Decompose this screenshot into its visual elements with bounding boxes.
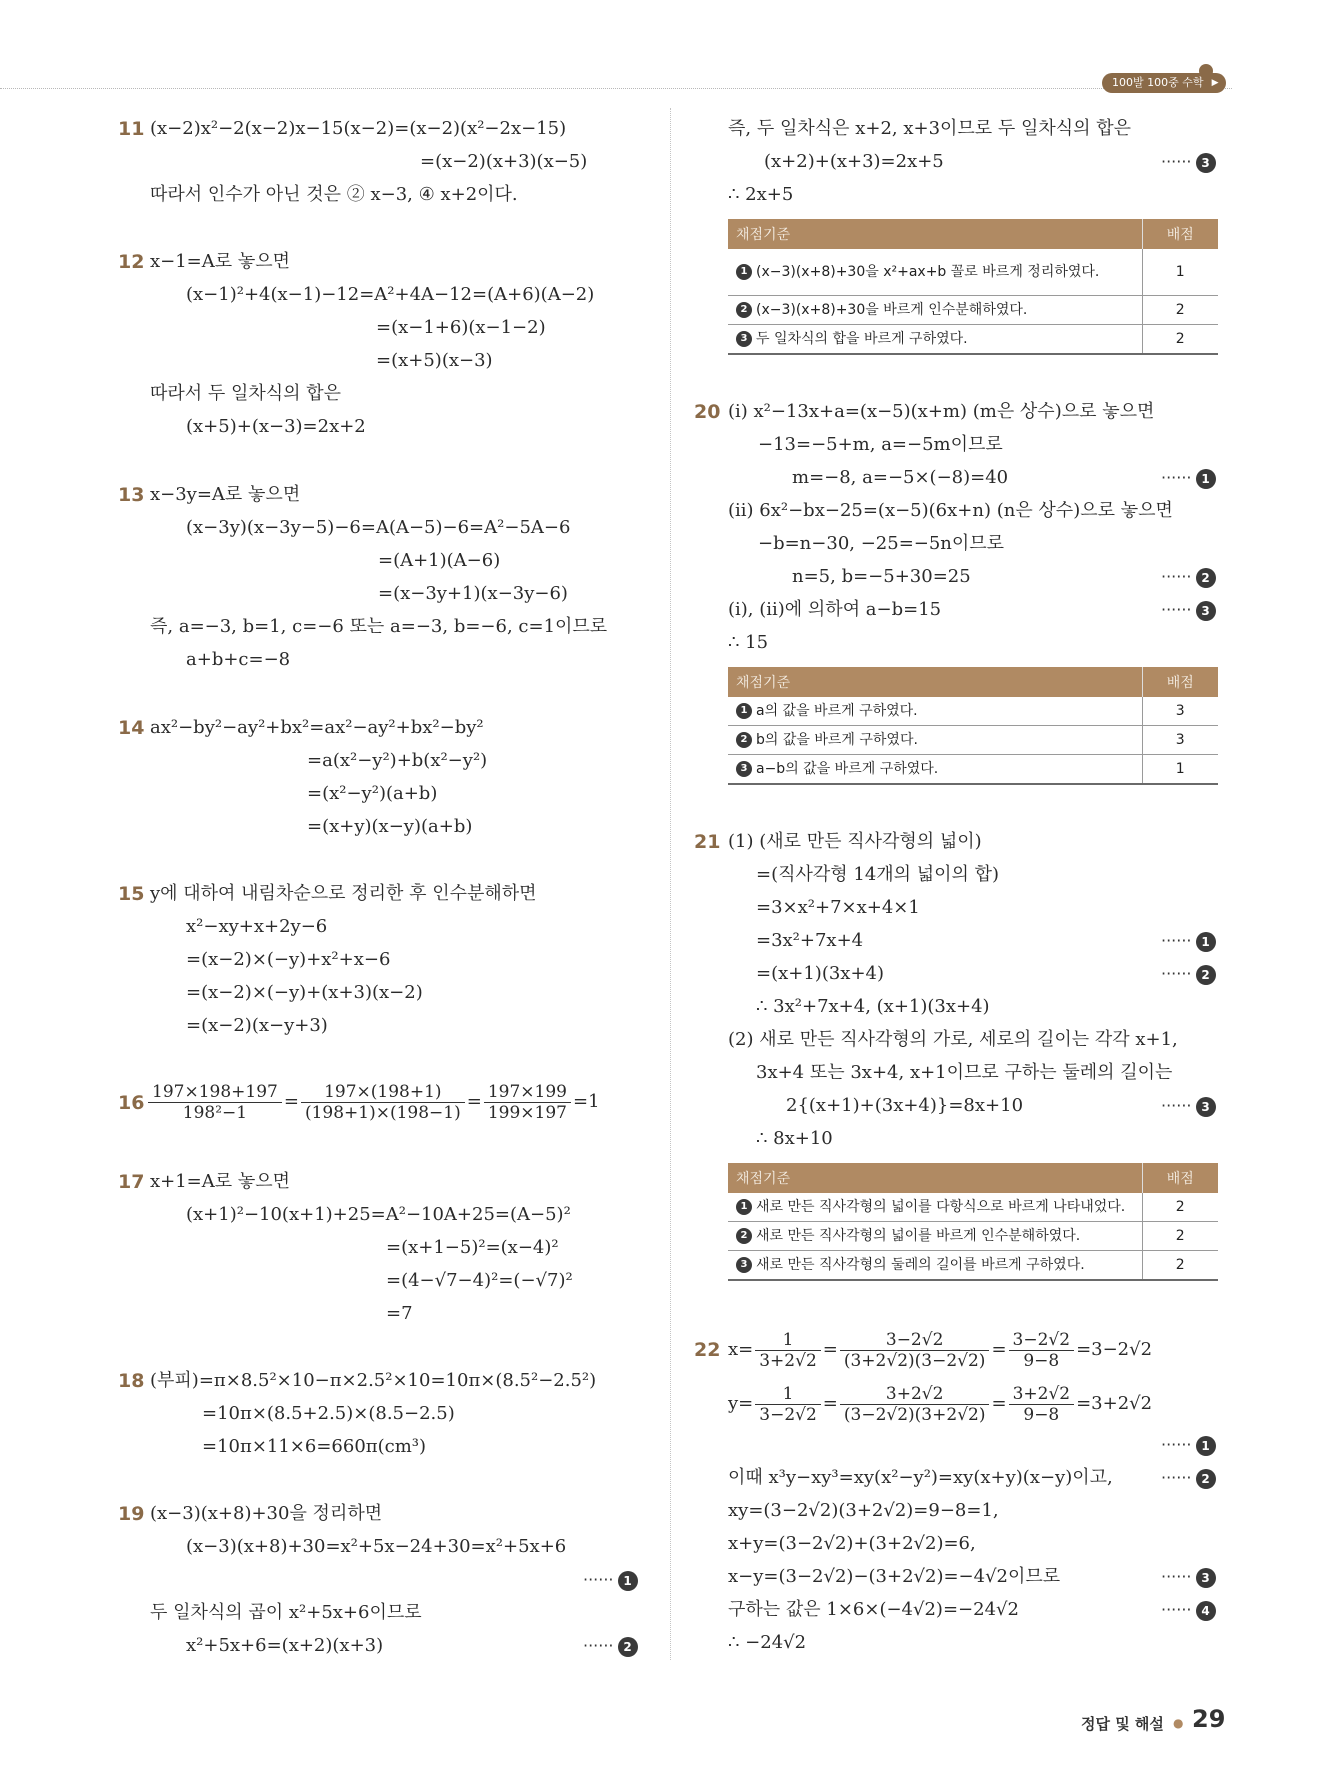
solution-line: =(x−2)×(−y)+(x+3)(x−2): [186, 982, 423, 1003]
grading-score-header: 배점: [1142, 219, 1218, 249]
solution-line: =(x−2)(x+3)(x−5): [420, 151, 588, 172]
fraction-denominator: 9−8: [1023, 1404, 1060, 1425]
step-number-icon: 2: [736, 732, 752, 748]
step-number-icon: 1: [736, 1199, 752, 1215]
solution-line: =(x−2)×(−y)+x²+x−6: [186, 949, 391, 970]
marker-leader: ······: [1161, 964, 1192, 983]
step-number-icon: 2: [736, 1228, 752, 1244]
solution-line: =7: [386, 1303, 413, 1324]
grading-criteria: [728, 295, 1142, 324]
book-title-tag: [1102, 73, 1226, 93]
grading-header-row: [728, 1163, 1218, 1193]
marker-leader: ······: [583, 1570, 614, 1589]
solution-line: (x+2)+(x+3)=2x+5: [764, 151, 944, 172]
step-number-icon: 3: [1196, 1097, 1216, 1117]
solution-line: 두 일차식의 곱이 x²+5x+6이므로: [150, 1602, 422, 1623]
solution-line: =(x−1+6)(x−1−2): [376, 317, 546, 338]
solution-line: ∴ 2x+5: [728, 184, 794, 205]
grading-criteria-text: 두 일차식의 합을 바르게 구하였다.: [756, 330, 968, 347]
solution-line: (i), (ii)에 의하여 a−b=15: [728, 599, 942, 620]
solution-line: x−y=(3−2√2)−(3+2√2)=−4√2이므로: [728, 1566, 1061, 1587]
solution-line: (x−2)x²−2(x−2)x−15(x−2)=(x−2)(x²−2x−15): [150, 118, 567, 139]
step-number-icon: 4: [1196, 1601, 1216, 1621]
step-number-icon: 2: [618, 1637, 638, 1657]
fraction-denominator: 9−8: [1023, 1350, 1060, 1371]
grading-criteria: [728, 726, 1142, 755]
marker-leader: ······: [1161, 1567, 1192, 1586]
step-number-icon: 1: [1196, 469, 1216, 489]
grading-score: 2: [1142, 324, 1218, 354]
solution-line: =3x²+7x+4: [756, 930, 864, 951]
marker-leader: ······: [1161, 468, 1192, 487]
grading-row: [728, 1222, 1218, 1251]
marker-leader: ······: [1161, 1468, 1192, 1487]
grading-score: 3: [1142, 697, 1218, 726]
solution-line: (x−3)(x+8)+30을 정리하면: [150, 1503, 383, 1524]
solution-line: =(x²−y²)(a+b): [307, 783, 438, 804]
grading-score: 3: [1142, 726, 1218, 755]
solution-line: =(A+1)(A−6): [378, 550, 501, 571]
grading-criteria-header: 채점기준: [728, 1163, 1142, 1193]
step-number-icon: 3: [1196, 601, 1216, 621]
book-title: 100발 100중 수학: [1112, 76, 1204, 89]
step-number-icon: 2: [736, 302, 752, 318]
fraction-numerator: 197×(198+1): [301, 1082, 465, 1103]
step-number-icon: 2: [1196, 965, 1216, 985]
step-number-icon: 2: [1196, 568, 1216, 588]
step-number-icon: 1: [1196, 932, 1216, 952]
grading-criteria: [728, 1193, 1142, 1222]
fraction-numerator: 3−2√2: [840, 1330, 990, 1351]
solution-line: =(x+1−5)²=(x−4)²: [386, 1237, 559, 1258]
grading-row: [728, 1193, 1218, 1222]
fraction-numerator: 3+2√2: [840, 1384, 990, 1405]
solution-line: ∴ −24√2: [728, 1632, 807, 1653]
solution-line: x²−xy+x+2y−6: [186, 916, 328, 937]
fraction-denominator: (3+2√2)(3−2√2): [843, 1350, 986, 1371]
solution-line: 구하는 값은 1×6×(−4√2)=−24√2: [728, 1599, 1019, 1620]
fraction-denominator: 198²−1: [182, 1102, 248, 1123]
problem-number: 22: [694, 1339, 721, 1361]
solution-line: =3×x²+7×x+4×1: [756, 897, 920, 918]
grading-criteria-text: (x−3)(x+8)+30을 바르게 인수분해하였다.: [756, 301, 1028, 318]
solution-line: (x−3y)(x−3y−5)−6=A(A−5)−6=A²−5A−6: [186, 517, 571, 538]
grading-score-header: 배점: [1142, 667, 1218, 697]
fraction: [301, 1082, 465, 1123]
problem-number: 18: [118, 1370, 145, 1392]
problem-number: 13: [118, 484, 145, 506]
fraction-numerator: 3−2√2: [1009, 1330, 1075, 1351]
solution-line: xy=(3−2√2)(3+2√2)=9−8=1,: [728, 1500, 999, 1521]
solution-line: (x+5)+(x−3)=2x+2: [186, 416, 366, 437]
fraction-equation: $\frac{197\times 198+197}{\text{198²−1}}$ = $\frac{197\times(198+1)}{(198+1)\times(198-1)}$ = $\frac{197\times 199}{199\times 197}$ =1: [146, 1077, 600, 1127]
solution-line: (x−1)²+4(x−1)−12=A²+4A−12=(A+6)(A−2): [186, 284, 595, 305]
step-marker: [1161, 962, 1216, 986]
fraction-numerator: 3+2√2: [1009, 1384, 1075, 1405]
solution-line: −b=n−30, −25=−5n이므로: [758, 533, 1005, 554]
fraction: [840, 1330, 990, 1371]
step-number-icon: 3: [736, 761, 752, 777]
solution-line: 2{(x+1)+(3x+4)}=8x+10: [786, 1095, 1024, 1116]
solution-line: =(x+1)(3x+4): [756, 963, 884, 984]
solution-line: (i) x²−13x+a=(x−5)(x+m) (m은 상수)으로 놓으면: [728, 401, 1155, 422]
equation-lhs: y=: [728, 1393, 754, 1414]
fraction-denominator: (198+1)×(198−1): [304, 1102, 461, 1123]
solution-line: n=5, b=−5+30=25: [792, 566, 971, 587]
solution-line: 즉, 두 일차식은 x+2, x+3이므로 두 일차식의 합은: [728, 118, 1132, 139]
marker-leader: ······: [1161, 600, 1192, 619]
solution-line: a+b+c=−8: [186, 649, 291, 670]
solution-line: x−3y=A로 놓으면: [150, 484, 301, 505]
grading-criteria-text: 새로 만든 직사각형의 둘레의 길이를 바르게 구하였다.: [756, 1257, 1085, 1273]
grading-criteria-text: a의 값을 바르게 구하였다.: [756, 703, 918, 719]
step-marker: [1161, 1433, 1216, 1457]
problem-number: 12: [118, 251, 145, 273]
marker-leader: ······: [1161, 567, 1192, 586]
fraction-numerator: 197×199: [484, 1082, 571, 1103]
solution-line: 이때 x³y−xy³=xy(x²−y²)=xy(x+y)(x−y)이고,: [728, 1467, 1113, 1488]
grading-score: 2: [1142, 1193, 1218, 1222]
solution-line: (2) 새로 만든 직사각형의 가로, 세로의 길이는 각각 x+1,: [728, 1029, 1178, 1050]
step-marker: [1161, 598, 1216, 622]
solution-line: =(x−3y+1)(x−3y−6): [378, 583, 568, 604]
step-marker: [583, 1568, 638, 1592]
step-number-icon: 1: [736, 703, 752, 719]
grading-score: 2: [1142, 295, 1218, 324]
step-marker: [1161, 466, 1216, 490]
solution-line: =(직사각형 14개의 넓이의 합): [756, 864, 1000, 885]
step-marker: [1161, 1094, 1216, 1118]
solution-line: (1) (새로 만든 직사각형의 넓이): [728, 831, 982, 852]
marker-leader: ······: [1161, 1600, 1192, 1619]
solution-line: ax²−by²−ay²+bx²=ax²−ay²+bx²−by²: [150, 717, 484, 738]
problem-number: 14: [118, 717, 145, 739]
grading-criteria-text: (x−3)(x+8)+30을 x²+ax+b 꼴로 바르게 정리하였다.: [756, 263, 1100, 280]
grading-table: [728, 219, 1218, 355]
grading-criteria-text: 새로 만든 직사각형의 넓이를 바르게 인수분해하였다.: [756, 1228, 1081, 1244]
grading-criteria: [728, 697, 1142, 726]
grading-criteria-text: b의 값을 바르게 구하였다.: [756, 732, 918, 748]
fraction-denominator: (3−2√2)(3+2√2): [843, 1404, 986, 1425]
solution-line: 따라서 인수가 아닌 것은 ② x−3, ④ x+2이다.: [150, 184, 518, 205]
fraction-numerator: 1: [755, 1330, 821, 1351]
grading-score: 1: [1142, 249, 1218, 295]
grading-criteria-header: 채점기준: [728, 667, 1142, 697]
grading-table: [728, 667, 1218, 785]
grading-header-row: [728, 667, 1218, 697]
grading-row: [728, 295, 1218, 324]
solution-line: y에 대하여 내림차순으로 정리한 후 인수분해하면: [150, 883, 537, 904]
solution-line: m=−8, a=−5×(−8)=40: [792, 467, 1009, 488]
fraction-result: 1: [588, 1091, 600, 1112]
solution-line: (부피)=π×8.5²×10−π×2.5²×10=10π×(8.5²−2.5²): [150, 1370, 597, 1391]
grading-criteria-text: a−b의 값을 바르게 구하였다.: [756, 761, 939, 777]
step-marker: [1161, 1565, 1216, 1589]
fraction-numerator: 197×198+197: [148, 1082, 282, 1103]
grading-score: 1: [1142, 755, 1218, 785]
fraction-denominator: 3+2√2: [759, 1350, 817, 1371]
problem-number: 15: [118, 883, 145, 905]
solution-line: x+y=(3−2√2)+(3+2√2)=6,: [728, 1533, 976, 1554]
step-number-icon: 3: [736, 331, 752, 347]
marker-leader: ······: [1161, 152, 1192, 171]
solution-line: =(x+5)(x−3): [376, 350, 493, 371]
step-number-icon: 1: [1196, 1436, 1216, 1456]
step-marker: [1161, 1598, 1216, 1622]
problem-number: 19: [118, 1503, 145, 1525]
step-marker: [1161, 150, 1216, 174]
column-divider: [670, 108, 671, 1660]
fraction: [148, 1082, 282, 1123]
grading-criteria: [728, 755, 1142, 785]
fraction-result: =3−2√2: [1076, 1339, 1153, 1360]
marker-leader: ······: [1161, 1435, 1192, 1454]
step-number-icon: 3: [736, 1257, 752, 1273]
solution-line: =10π×11×6=660π(cm³): [202, 1436, 427, 1457]
triangle-right-icon: ▶: [1211, 78, 1219, 88]
fraction: [755, 1330, 821, 1371]
grading-header-row: [728, 219, 1218, 249]
equation-lhs: x=: [728, 1339, 754, 1360]
problem-number: 20: [694, 401, 721, 423]
grading-criteria: [728, 1222, 1142, 1251]
step-marker: [1161, 565, 1216, 589]
solution-line: ∴ 15: [728, 632, 769, 653]
fraction-denominator: 199×197: [487, 1102, 567, 1123]
marker-leader: ······: [1161, 1096, 1192, 1115]
problem-number: 17: [118, 1171, 145, 1193]
step-marker: [1161, 929, 1216, 953]
problem-number: 21: [694, 831, 721, 853]
grading-criteria-header: 채점기준: [728, 219, 1142, 249]
problem-number: 11: [118, 118, 145, 140]
solution-line: =10π×(8.5+2.5)×(8.5−2.5): [202, 1403, 455, 1424]
grading-row: [728, 755, 1218, 785]
grading-criteria: [728, 324, 1142, 354]
grading-row: [728, 726, 1218, 755]
step-number-icon: 1: [618, 1571, 638, 1591]
top-dotted-rule: [0, 88, 1232, 89]
step-marker: [1161, 1466, 1216, 1490]
page-number: 29: [1192, 1705, 1226, 1733]
fraction: [755, 1384, 821, 1425]
step-number-icon: 3: [1196, 153, 1216, 173]
fraction: [1009, 1330, 1075, 1371]
marker-leader: ······: [1161, 931, 1192, 950]
solution-line: (x+1)²−10(x+1)+25=A²−10A+25=(A−5)²: [186, 1204, 571, 1225]
solution-line: ∴ 8x+10: [756, 1128, 833, 1149]
grading-row: [728, 249, 1218, 295]
solution-line: =(x−2)(x−y+3): [186, 1015, 328, 1036]
step-number-icon: 1: [736, 264, 752, 280]
solution-line: (ii) 6x²−bx−25=(x−5)(6x+n) (n은 상수)으로 놓으면: [728, 500, 1173, 521]
grading-criteria-text: 새로 만든 직사각형의 넓이를 다항식으로 바르게 나타내었다.: [756, 1199, 1126, 1215]
solution-line: x−1=A로 놓으면: [150, 251, 291, 272]
grading-criteria: [728, 249, 1142, 295]
solution-line: x+1=A로 놓으면: [150, 1171, 291, 1192]
step-marker: [583, 1634, 638, 1658]
footer-section-label: 정답 및 해설: [1081, 1715, 1164, 1733]
grading-row: [728, 324, 1218, 354]
fraction: [840, 1384, 990, 1425]
grading-row: [728, 697, 1218, 726]
problem-number: 16: [118, 1092, 145, 1114]
footer-separator-dot: ●: [1173, 1716, 1184, 1730]
fraction: [484, 1082, 571, 1123]
fraction-result: =3+2√2: [1076, 1393, 1153, 1414]
solution-line: x²+5x+6=(x+2)(x+3): [186, 1635, 384, 1656]
solution-line: =a(x²−y²)+b(x²−y²): [307, 750, 488, 771]
solution-line: =(4−√7−4)²=(−√7)²: [386, 1270, 573, 1291]
grading-score: 2: [1142, 1251, 1218, 1281]
grading-table: [728, 1163, 1218, 1281]
grading-score: 2: [1142, 1222, 1218, 1251]
fraction-numerator: 1: [755, 1384, 821, 1405]
grading-row: [728, 1251, 1218, 1281]
grading-score-header: 배점: [1142, 1163, 1218, 1193]
fraction-equation: y= $\frac{1}{3-2√2}$ = $\frac{3+2√2}{(3-2√2)(3+2√2)}$ = $\frac{3+2√2}{9-8}$ =3+2√2: [728, 1383, 1153, 1425]
solution-line: 3x+4 또는 3x+4, x+1이므로 구하는 둘레의 길이는: [756, 1062, 1173, 1083]
fraction: [1009, 1384, 1075, 1425]
solution-line: (x−3)(x+8)+30=x²+5x−24+30=x²+5x+6: [186, 1536, 567, 1557]
solution-line: 따라서 두 일차식의 합은: [150, 383, 342, 404]
grading-criteria: [728, 1251, 1142, 1281]
marker-leader: ······: [583, 1636, 614, 1655]
fraction-equation: x= $\frac{1}{3+2√2}$ = $\frac{3-2√2}{(3+2√2)(3-2√2)}$ = $\frac{3-2√2}{9-8}$ =3−2√2: [728, 1329, 1153, 1371]
solution-line: −13=−5+m, a=−5m이므로: [758, 434, 1003, 455]
solution-line: 즉, a=−3, b=1, c=−6 또는 a=−3, b=−6, c=1이므로: [150, 616, 608, 637]
solution-line: ∴ 3x²+7x+4, (x+1)(3x+4): [756, 996, 990, 1017]
step-number-icon: 3: [1196, 1568, 1216, 1588]
fraction-denominator: 3−2√2: [759, 1404, 817, 1425]
step-number-icon: 2: [1196, 1469, 1216, 1489]
solution-line: =(x+y)(x−y)(a+b): [307, 816, 473, 837]
